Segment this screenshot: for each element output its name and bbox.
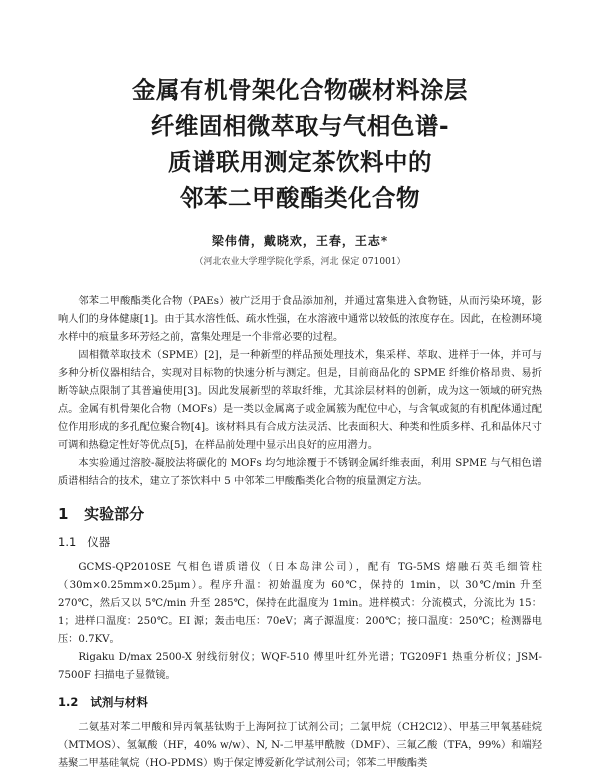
intro-paragraph-3: 本实验通过溶胶-凝胶法将碳化的 MOFs 均匀地涂覆于不锈钢金属纤维表面，利用 SPME 与气相色谱质谱相结合的技术，建立了茶饮料中 5 中邻苯二甲酸酯类化合物的痕量测定方法。 (58, 458, 542, 487)
subsection-title: 试剂与材料 (90, 695, 148, 709)
paper-title (58, 0, 542, 216)
intro-paragraph-2: 固相微萃取技术（SPME）[2]，是一种新型的样品预处理技术，集采样、萃取、进样于一体，并可与多种分析仪器相结合，实现对目标物的快速分析与测定。但是，目前商品化的 SPME 纤维价格昂贵、易折断等缺点限制了其普遍使用[3]。因此发展新型的萃取纤维，尤其涂层材料的创新，成为这一领域的研究热点。金属有机骨架化合物（MOFs）是一类以金属离子或金属簇为配位中心，与含氧或氮的有机配体通过配位作用形成的多孔配位聚合物[4]。该材料具有合成方法灵活、比表面积大、种类和性质多样、孔和晶体尺寸可调和热稳定性好等优点[5]，在样品前处理中显示出良好的应用潜力。 (58, 350, 542, 451)
title-line-2: 纤维固相微萃取与气相色谱- (150, 112, 450, 140)
affiliation: （河北农业大学理学院化学系，河北 保定 071001） (194, 257, 406, 267)
intro-paragraph-1: 邻苯二甲酸酯类化合物（PAEs）被广泛用于食品添加剂，并通过富集进入食物链，从而污染环境，影响人们的身体健康[1]。由于其水溶性低、疏水性强，在水溶液中通常以较低的浓度存在。因此，在检测环境水样中的痕量多环芳烃之前，富集处理是一个非常必要的过程。 (58, 296, 542, 343)
title-line-4: 邻苯二甲酸酯类化合物 (180, 184, 420, 212)
reagents-paragraph-1: 二氨基对苯二甲酸和异丙氧基钛购于上海阿拉丁试剂公司；二氯甲烷（CH2Cl2）、甲基三甲氧基硅烷（MTMOS）、氢氟酸（HF，40% w/w）、N, N-二甲基甲酰胺（DMF）、三氟乙酸（TFA，99%）和端羟基聚二甲基硅氧烷（HO-PDMS）购于保定博爱新化学试剂公司；邻苯二甲酸酯类 (58, 722, 542, 769)
instruments-paragraph-1: GCMS-QP2010SE 气相色谱质谱仪（日本岛津公司），配有 TG-5MS 熔融石英毛细管柱（30m×0.25mm×0.25μm）。程序升温：初始温度为 60℃，保持的 1min，以 30℃/min 升至 270℃，然后又以 5℃/min 升至 285℃，保持在此温度为 1min。进样模式：分流模式，分流比为 15：1；进样口温度：250℃。EI 源；轰击电压：70eV；离子源温度：200℃；接口温度：250℃；检测器电压：0.7KV。 (58, 562, 542, 645)
section-number: 1 (58, 505, 69, 523)
authors: 梁伟倩，戴晓欢，王春，王志* (211, 234, 389, 248)
title-line-1: 金属有机骨架化合物碳材料涂层 (132, 76, 468, 104)
subsection-number: 1.2 (58, 695, 79, 709)
section-heading-1 (58, 505, 542, 523)
subsection-heading-1-1 (58, 533, 542, 551)
subsection-title: 仪器 (87, 535, 111, 549)
paper-body (58, 293, 542, 773)
title-line-3: 质谱联用测定茶饮料中的 (168, 148, 432, 176)
subsection-number: 1.1 (58, 535, 77, 549)
subsection-heading-1-2 (58, 693, 542, 711)
section-title: 实验部分 (84, 505, 145, 523)
instruments-paragraph-2: Rigaku D/max 2500-X 射线衍射仪；WQF-510 傅里叶红外光谱；TG209F1 热重分析仪；JSM-7500F 扫描电子显微镜。 (58, 652, 542, 681)
